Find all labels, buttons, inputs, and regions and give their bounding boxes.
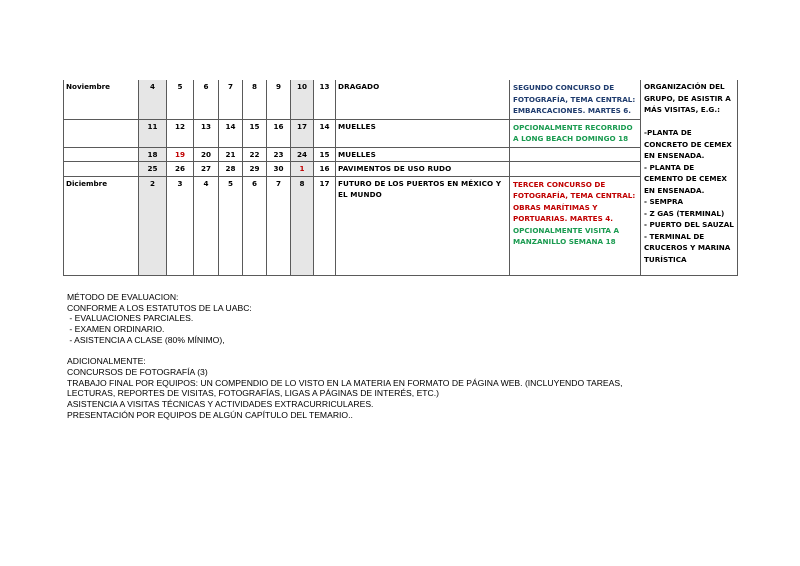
organization-line: [644, 116, 734, 128]
organization-line: ORGANIZACIÓN DEL GRUPO, DE ASISTIR A MÁS VISITAS, E.G.:: [644, 82, 731, 114]
day-cell: 17: [291, 119, 314, 147]
note-text: SEGUNDO CONCURSO DE FOTOGRAFÍA, TEMA CENTRAL: EMBARCACIONES. MARTES 6.: [513, 83, 636, 115]
evaluation-line: LECTURAS, REPORTES DE VISITAS, FOTOGRAFÍAS, LIGAS A PÁGINAS DE INTERÉS, ETC.): [67, 388, 440, 399]
day-cell: 18: [139, 147, 167, 162]
schedule-body: [64, 80, 738, 275]
week-number-cell: 17: [314, 176, 336, 275]
day-cell: 15: [243, 119, 267, 147]
day-cell: 25: [139, 162, 167, 177]
month-cell: Noviembre: [64, 80, 139, 119]
day-cell: 22: [243, 147, 267, 162]
day-cell: 5: [167, 80, 194, 119]
week-number-cell: 14: [314, 119, 336, 147]
day-cell: 7: [267, 176, 291, 275]
organization-line: - Z GAS (TERMINAL): [644, 208, 725, 218]
month-cell: Diciembre: [64, 176, 139, 275]
evaluation-line: CONCURSOS DE FOTOGRAFÍA (3): [67, 366, 208, 377]
day-cell: 30: [267, 162, 291, 177]
day-cell: 14: [219, 119, 243, 147]
day-cell: 21: [219, 147, 243, 162]
notes-cell: [510, 147, 641, 162]
day-cell: 27: [194, 162, 219, 177]
day-cell: 6: [194, 80, 219, 119]
topic-cell: FUTURO DE LOS PUERTOS EN MÉXICO Y EL MUNDO: [336, 176, 510, 275]
day-cell: 6: [243, 176, 267, 275]
notes-cell: [510, 176, 641, 275]
notes-cell: [510, 80, 641, 119]
day-cell: 5: [219, 176, 243, 275]
day-cell: 16: [267, 119, 291, 147]
month-cell: [64, 119, 139, 147]
organization-line: - PLANTA DE CEMENTO DE CEMEX EN ENSENADA.: [644, 162, 727, 195]
evaluation-line: - ASISTENCIA A CLASE (80% MÍNIMO),: [67, 334, 225, 345]
day-cell: 24: [291, 147, 314, 162]
notes-cell: [510, 119, 641, 147]
note-text: OPCIONALMENTE VISITA A MANZANILLO SEMANA 18: [513, 225, 620, 246]
note-text: OPCIONALMENTE RECORRIDO A LONG BEACH DOMINGO 18: [513, 122, 633, 143]
evaluation-line: [67, 346, 623, 357]
evaluation-line: TRABAJO FINAL POR EQUIPOS: UN COMPENDIO DE LO VISTO EN LA MATERIA EN FORMATO DE PÁGINA WEB. (INCLUYENDO TAREAS,: [67, 377, 623, 388]
day-cell: 29: [243, 162, 267, 177]
day-cell: 8: [243, 80, 267, 119]
day-cell: 19: [167, 147, 194, 162]
day-cell: 2: [139, 176, 167, 275]
organization-line: -PLANTA DE CONCRETO DE CEMEX EN ENSENADA.: [644, 128, 732, 160]
day-cell: 28: [219, 162, 243, 177]
day-cell: 9: [267, 80, 291, 119]
week-number-cell: 13: [314, 80, 336, 119]
day-cell: 13: [194, 119, 219, 147]
schedule-row: [64, 119, 738, 147]
note-text: TERCER CONCURSO DE FOTOGRAFÍA, TEMA CENTRAL: OBRAS MARÍTIMAS Y PORTUARIAS. MARTES 4.: [513, 179, 636, 223]
organization-line: - TERMINAL DE CRUCEROS Y MARINA TURÍSTICA: [644, 231, 731, 264]
day-cell: 7: [219, 80, 243, 119]
schedule-row: [64, 80, 738, 119]
month-cell: [64, 147, 139, 162]
evaluation-line: ADICIONALMENTE:: [67, 356, 146, 367]
day-cell: 10: [291, 80, 314, 119]
day-cell: 4: [194, 176, 219, 275]
topic-cell: DRAGADO: [336, 80, 510, 119]
schedule-row: [64, 147, 738, 162]
day-cell: 26: [167, 162, 194, 177]
day-cell: 23: [267, 147, 291, 162]
evaluation-line: ASISTENCIA A VISITAS TÉCNICAS Y ACTIVIDADES EXTRACURRICULARES.: [67, 399, 374, 410]
evaluation-section: [67, 292, 623, 420]
day-cell: 12: [167, 119, 194, 147]
organization-cell: [641, 80, 738, 275]
day-cell: 4: [139, 80, 167, 119]
evaluation-line: CONFORME A LOS ESTATUTOS DE LA UABC:: [67, 302, 252, 313]
week-number-cell: 16: [314, 162, 336, 177]
evaluation-line: - EXAMEN ORDINARIO.: [67, 324, 165, 335]
day-cell: 1: [291, 162, 314, 177]
organization-line: - PUERTO DEL SAUZAL: [644, 220, 734, 229]
schedule-table: [63, 80, 738, 276]
topic-cell: MUELLES: [336, 119, 510, 147]
notes-cell: [510, 162, 641, 177]
schedule-row: [64, 176, 738, 275]
day-cell: 8: [291, 176, 314, 275]
week-number-cell: 15: [314, 147, 336, 162]
topic-cell: PAVIMENTOS DE USO RUDO: [336, 162, 510, 177]
day-cell: 11: [139, 119, 167, 147]
topic-cell: MUELLES: [336, 147, 510, 162]
evaluation-line: MÉTODO DE EVALUACION:: [67, 292, 179, 302]
evaluation-line: PRESENTACIÓN POR EQUIPOS DE ALGÚN CAPÍTULO DEL TEMARIO..: [67, 409, 353, 420]
evaluation-line: - EVALUACIONES PARCIALES.: [67, 313, 194, 324]
month-cell: [64, 162, 139, 177]
day-cell: 20: [194, 147, 219, 162]
day-cell: 3: [167, 176, 194, 275]
organization-line: - SEMPRA: [644, 197, 684, 206]
schedule-row: [64, 162, 738, 177]
